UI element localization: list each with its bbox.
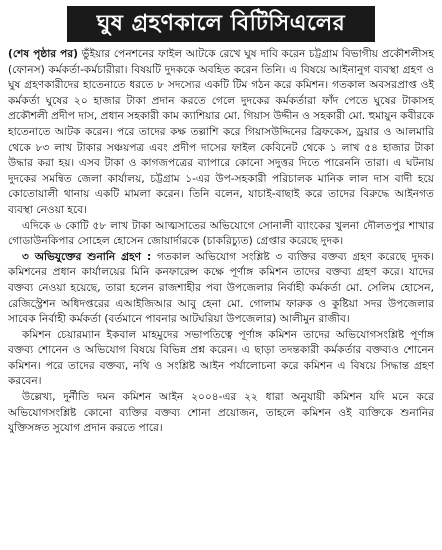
paragraph-1	[8, 47, 434, 219]
paragraph-1-text: ভুঁইয়ার পেনশনের ফাইল আটকে রেখে ঘুষ দাবি করেন চট্টগ্রাম বিভাগীয় প্রকৌশলীসহ (ফোনস) কর্মকর্তা-কর্মচারীরা। বিষয়টি দুদককে অবহিত করেন তিনি। এ বিষয়ে আইনানুগ ব্যবস্থা গ্রহণ ও ঘুষ গ্রহণকারীদের হাতেনাতে ধরতে ৮ সদস্যের একটি টিম গঠন করে কমিশন। গতকাল অবসরপ্রাপ্ত ওই কর্মকর্তা ঘুষের ২০ হাজার টাকা প্রদান করতে গেলে দুদকের কর্মকর্তারা ফাঁদ পেতে ঘুষের টাকাসহ প্রকৌশলী প্রদীপ দাস, প্রধান সহকারী কাম ক্যাশিয়ার মো. গিয়াস উদ্দীন ও সহকারী মো. হুমায়ুন কবীরকে হাতেনাতে আটক করেন। পরে তাদের কক্ষ তল্লাশি করে গিয়াসউদ্দিনের ব্রিফকেস, ড্রয়ার ও আলমারি থেকে ৮৩ লাখ টাকার সঞ্চয়পত্র এবং প্রদীপ দাসের ফাইল কেবিনেট থেকে ১ লাখ ৫৪ হাজার টাকা উদ্ধার করা হয়। এসব টাকা ও কাগজপত্রের ব্যাপারে কোনো সদুত্তর দিতে পারেননি তারা। এ ঘটনায় দুদকের সমন্বিত জেলা কার্যালয়, চট্টগ্রাম ১-এর উপ-সহকারী পরিচালক মানিক লাল দাস বাদী হয়ে কোতোয়ালী থানায় একটি মামলা করেন। তিনি বলেন, যাচাই-বাছাই করে তাদের বিরুদ্ধে আইনগত ব্যবস্থা নেওয়া হবে।	[8, 48, 434, 216]
article-body	[8, 47, 434, 437]
hearing-text: গতকাল অভিযোগ সংশ্লিষ্ট ৩ ব্যক্তির বক্তব্য গ্রহণ করেছে দুদক। কমিশনের প্রধান কার্যালয়ের মিনি কনফারেন্স কক্ষে পূর্ণাঙ্গ কমিশন তাদের বক্তব্য গ্রহণ করে। যাদের বক্তব্য নেওয়া হয়েছে, তারা হলেন রাজশাহীর পবা উপজেলার নির্বাহী কর্মকর্তা মো. সেলিম হোসেন, রেজিস্ট্রেশন অধিদপ্তরের এআইজিআর আবু হেনা মো. গোলাম ফারুক ও কুষ্টিয়া সদর উপজেলার সাবেক নির্বাহী কর্মকর্তা (বর্তমানে পাবনার আটঘরিয়া উপজেলার) আলীমুন রাজীব।	[8, 250, 435, 326]
continuation-label: (শেষ পৃষ্ঠার পর)	[8, 48, 79, 60]
paragraph-hearing	[8, 250, 434, 328]
paragraph-4: কমিশন চেয়ারম্যান ইকবাল মাহমুদের সভাপতিত্বে পূর্ণাঙ্গ কমিশন তাদের অভিযোগসংশ্লিষ্ট পূর্ণাঙ্গ বক্তব্য শোনেন ও অভিযোগ বিষয়ে বিভিন্ন প্রশ্ন করেন। এ ছাড়া তদন্তকারী কর্মকর্তার বক্তব্যও শোনেন কমিশন। পরে তাদের বক্তব্য, নথি ও সংশ্লিষ্ট আইন পর্যালোচনা করে কমিশন এ বিষয়ে সিদ্ধান্ত গ্রহণ করবেন।	[8, 328, 434, 388]
headline: ঘুষ গ্রহণকালে বিটিসিএলের	[67, 6, 375, 42]
paragraph-5: উল্লেখ্য, দুর্নীতি দমন কমিশন আইন ২০০৪-এর ২২ ধারা অনুযায়ী কমিশন যদি মনে করে অভিযোগসংশ্লিষ্ট কোনো ব্যক্তির বক্তব্য শোনা প্রয়োজন, তাহলে কমিশন ওই ব্যক্তিকে শুনানির যুক্তিসঙ্গত সুযোগ প্রদান করতে পারে।	[8, 391, 434, 435]
hearing-subheading: ৩ অভিযুক্তের শুনানি গ্রহণ :	[22, 250, 152, 263]
paragraph-2: এদিকে ৬ কোটি ৫৮ লাখ টাকা আত্মসাতের অভিযোগে সোনালী ব্যাংকের খুলনা দৌলতপুর শাখার গোডাউনকিপার সোহেল হোসেন জোয়ার্দারকে (চাকরিচ্যুত) গ্রেপ্তার করেছে দুদক।	[8, 219, 434, 248]
